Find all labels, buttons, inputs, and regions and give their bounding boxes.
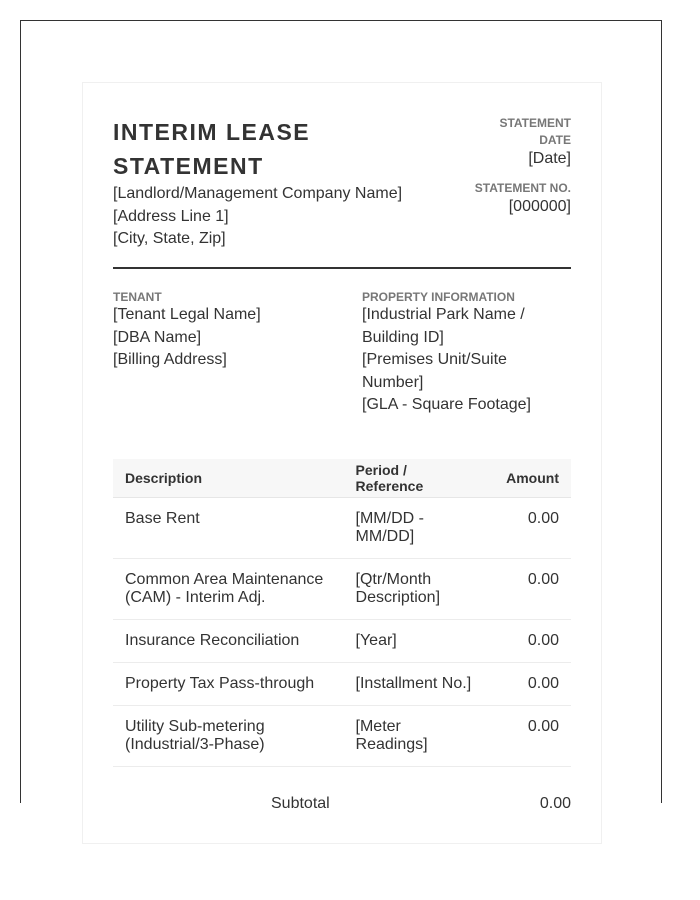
- description-line-1: Insurance Reconciliation: [125, 632, 300, 649]
- table-row: [113, 559, 571, 620]
- statement-title: [113, 115, 363, 183]
- header-divider: [113, 267, 571, 269]
- property-unit-line-1: [Premises Unit/Suite: [362, 351, 507, 368]
- property-park-line-1: [Industrial Park Name /: [362, 306, 525, 323]
- row-period: [344, 559, 488, 620]
- statement-date-value: [Date]: [528, 150, 571, 167]
- document-viewport[interactable]: [20, 20, 662, 812]
- description-line-1: Utility Sub-metering: [125, 718, 265, 735]
- property-park-line-2: Building ID]: [362, 328, 444, 346]
- row-amount: 0.00: [487, 663, 571, 706]
- title-line-1: INTERIM LEASE: [113, 119, 311, 145]
- statement-number-label: STATEMENT NO.: [474, 181, 571, 195]
- tenant-dba-name: [DBA Name]: [113, 328, 202, 346]
- title-line-2: STATEMENT: [113, 153, 264, 179]
- tenant-legal-name: [Tenant Legal Name]: [113, 306, 261, 323]
- row-amount: 0.00: [487, 559, 571, 620]
- row-period: [344, 498, 488, 559]
- charges-table: [113, 459, 571, 767]
- subtotal-value: 0.00: [539, 795, 571, 812]
- period-line-1: [MM/DD -: [355, 510, 424, 527]
- row-period: [344, 706, 488, 767]
- landlord-address-line-1: [Address Line 1]: [113, 207, 229, 225]
- period-line-2: Readings]: [355, 736, 428, 753]
- header-amount: Amount: [487, 459, 571, 498]
- tenant-label: TENANT: [113, 290, 162, 304]
- header-period: Period / Reference: [344, 459, 488, 498]
- row-description: [113, 498, 344, 559]
- subtotal-label: Subtotal: [271, 795, 330, 812]
- row-amount: 0.00: [487, 620, 571, 663]
- row-description: [113, 620, 344, 663]
- landlord-company: [Landlord/Management Company Name]: [113, 185, 403, 202]
- description-line-1: Property Tax Pass-through: [125, 675, 315, 692]
- row-amount: 0.00: [487, 498, 571, 559]
- tenant-billing-address: [Billing Address]: [113, 351, 227, 368]
- statement-page: [82, 82, 602, 844]
- tenant-block: [113, 290, 353, 372]
- landlord-city-state-zip: [City, State, Zip]: [113, 230, 226, 247]
- property-block: [362, 290, 562, 417]
- table-header-row: [113, 459, 571, 498]
- description-line-1: Base Rent: [125, 510, 200, 527]
- row-amount: 0.00: [487, 706, 571, 767]
- period-line-2: Description]: [355, 589, 441, 606]
- statement-date-label: [431, 115, 571, 149]
- table-row: [113, 706, 571, 767]
- date-label-line-1: STATEMENT: [499, 116, 571, 130]
- period-line-1: [Qtr/Month: [355, 571, 432, 588]
- table-row: [113, 663, 571, 706]
- description-line-1: Common Area Maintenance: [125, 571, 324, 588]
- row-period: [344, 663, 488, 706]
- description-line-2: (CAM) - Interim Adj.: [125, 589, 266, 606]
- date-label-line-2: DATE: [539, 133, 571, 147]
- period-line-1: [Year]: [355, 632, 397, 649]
- row-description: [113, 559, 344, 620]
- table-row: [113, 620, 571, 663]
- statement-content: [113, 115, 571, 812]
- property-label: PROPERTY INFORMATION: [362, 290, 515, 304]
- description-line-2: (Industrial/3-Phase): [125, 736, 265, 753]
- period-line-1: [Meter: [355, 718, 401, 735]
- table-row: [113, 498, 571, 559]
- period-line-2: MM/DD]: [355, 528, 415, 545]
- statement-meta: [431, 115, 571, 217]
- property-unit-line-2: Number]: [362, 373, 424, 391]
- property-gla: [GLA - Square Footage]: [362, 396, 531, 413]
- row-description: [113, 663, 344, 706]
- statement-number-value: [000000]: [508, 198, 571, 215]
- header-description: Description: [113, 459, 344, 498]
- row-description: [113, 706, 344, 767]
- row-period: [344, 620, 488, 663]
- period-line-1: [Installment No.]: [355, 675, 472, 692]
